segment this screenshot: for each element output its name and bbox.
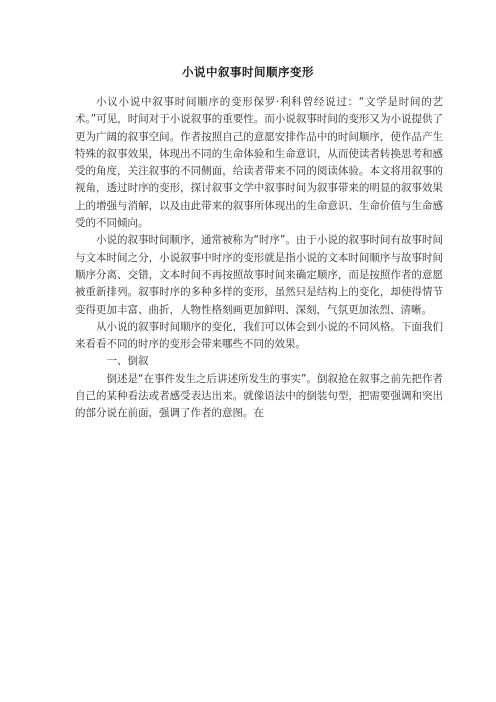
document-body: [75, 94, 443, 423]
paragraph-time-order: 小说的叙事时间顺序，通常被称为“时序”。由于小说的叙事时间有故事时间与文本时间之分，小说叙事中时序的变形就是指小说的文本时间顺序与故事时间顺序分离、交错，文本时间不再按照故事时间来确定顺序，而是按照作者的意愿被重新排列。叙事时序的多种多样的变形，虽然只是结构上的变化，却使得情节变得更加丰富、曲折，人物性格刻画更加鲜明、深刻，气氛更加浓烈、清晰。: [75, 234, 443, 316]
section-heading-flashback: 一、倒叙: [106, 355, 149, 368]
paragraph-transition: 从小说的叙事时间顺序的变化，我们可以体会到小说的不同风格。下面我们来看看不同的时序的变形会带来哪些不同的效果。: [75, 320, 443, 351]
document-title: 小说中叙事时间顺序变形: [182, 65, 314, 79]
paragraph-flashback: 倒述是“在事件发生之后讲述所发生的事实”。倒叙抢在叙事之前先把作者自己的某种看法或者感受表达出来。就像语法中的倒装句型，把需要强调和突出的部分说在前面，强调了作者的意图。在: [75, 372, 443, 420]
paragraph-intro: 小议小说中叙事时间顺序的变形保罗·利科曾经说过：“文学是时间的艺术。”可见，时间对于小说叙事的重要性。而小说叙事时间的变形又为小说提供了更为广阔的叙事空间。作者按照自己的意愿安排作品中的时间顺序，使作品产生特殊的叙事效果，体现出不同的生命体验和生命意识，从而使读者转换思考和感受的角度，关注叙事的不同侧面，给读者带来不同的阅读体验。本文将用叙事的视角，透过时序的变形，探讨叙事文学中叙事时间为叙事带来的明显的叙事效果上的增强与消解，以及由此带来的叙事所体现出的生命意识、生命价值与生命感受的不同倾向。: [75, 96, 443, 230]
